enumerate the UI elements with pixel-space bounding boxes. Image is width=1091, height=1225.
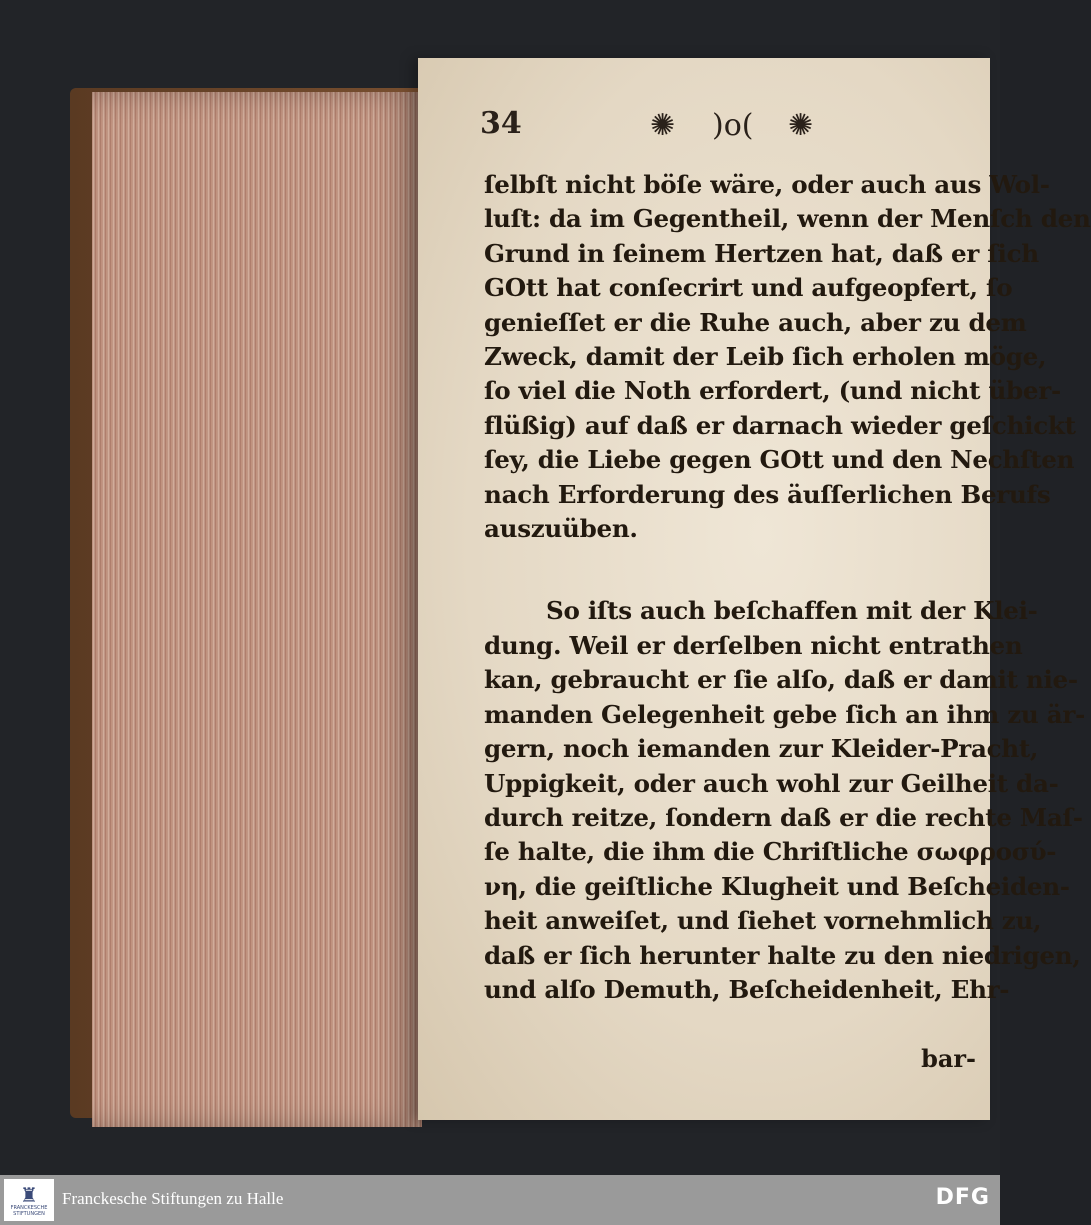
text-line: Zweck, damit der Leib ſich erholen möge,: [484, 342, 1047, 372]
building-icon: ♜: [20, 1183, 38, 1207]
text-line: ſe halte, die ihm die Chriſtliche σωφροσύ-: [484, 837, 1057, 867]
text-line: daß er ſich herunter halte zu den niedrigen,: [484, 940, 1081, 970]
text-line: Uppigkeit, oder auch wohl zur Geilheit da-: [484, 768, 1059, 798]
ornament-center-icon: )o(: [712, 108, 754, 143]
text-line: flüßig) auf daß er darnach wieder geſchickt: [484, 410, 1076, 440]
text-line: luſt: da im Gegentheil, wenn der Menſch den: [484, 204, 1091, 234]
page-header: [418, 106, 990, 146]
text-line: nach Erforderung des äuſſerlichen Berufs: [484, 479, 1051, 509]
ornament-flower-icon: ✺: [650, 108, 676, 143]
text-line: heit anweiſet, und ſiehet vornehmlich zu,: [484, 906, 1042, 936]
text-line: GOtt hat conſecrirt und aufgeopfert, ſo: [484, 273, 1013, 303]
dfg-logo[interactable]: DFG: [935, 1185, 990, 1210]
text-line: dung. Weil er derſelben nicht entrathen: [484, 630, 1023, 660]
text-line: ſey, die Liebe gegen GOtt und den Nechſten: [484, 445, 1075, 475]
viewer-footer: [0, 1175, 1000, 1225]
text-line: auszuüben.: [484, 514, 638, 544]
page-number: 34: [480, 106, 522, 141]
text-line: So iſts auch beſchaffen mit der Klei-: [546, 596, 1038, 626]
text-line: und alſo Demuth, Beſcheidenheit, Ehr-: [484, 974, 1010, 1004]
text-line: ſo viel die Noth erfordert, (und nicht über-: [484, 376, 1061, 406]
text-line: genieſſet er die Ruhe auch, aber zu dem: [484, 307, 1027, 337]
text-line: durch reitze, ſondern daß er die rechte Maſ-: [484, 802, 1083, 832]
text-line: gern, noch iemanden zur Kleider-Pracht,: [484, 734, 1039, 764]
text-line: Grund in ſeinem Hertzen hat, daß er ſich: [484, 238, 1039, 268]
text-line: manden Gelegenheit gebe ſich an ihm zu är-: [484, 699, 1085, 729]
institution-name[interactable]: Franckesche Stiftungen zu Halle: [62, 1189, 284, 1208]
logo-text: FRANCKESCHE STIFTUNGEN: [10, 1205, 48, 1217]
text-line: νη, die geiſtliche Klugheit und Beſcheiden-: [484, 871, 1070, 901]
text-line: ſelbſt nicht böſe wäre, oder auch aus Wol-: [484, 170, 1050, 199]
page-edges: [92, 92, 422, 1127]
book-page: [418, 58, 1091, 1120]
catchword: bar-: [921, 1044, 976, 1073]
institution-logo[interactable]: [4, 1179, 54, 1221]
text-line: kan, gebraucht er ſie alſo, daß er damit nie-: [484, 665, 1078, 695]
page-text: [484, 168, 1091, 1073]
ornament-flower-icon: ✺: [788, 108, 814, 143]
